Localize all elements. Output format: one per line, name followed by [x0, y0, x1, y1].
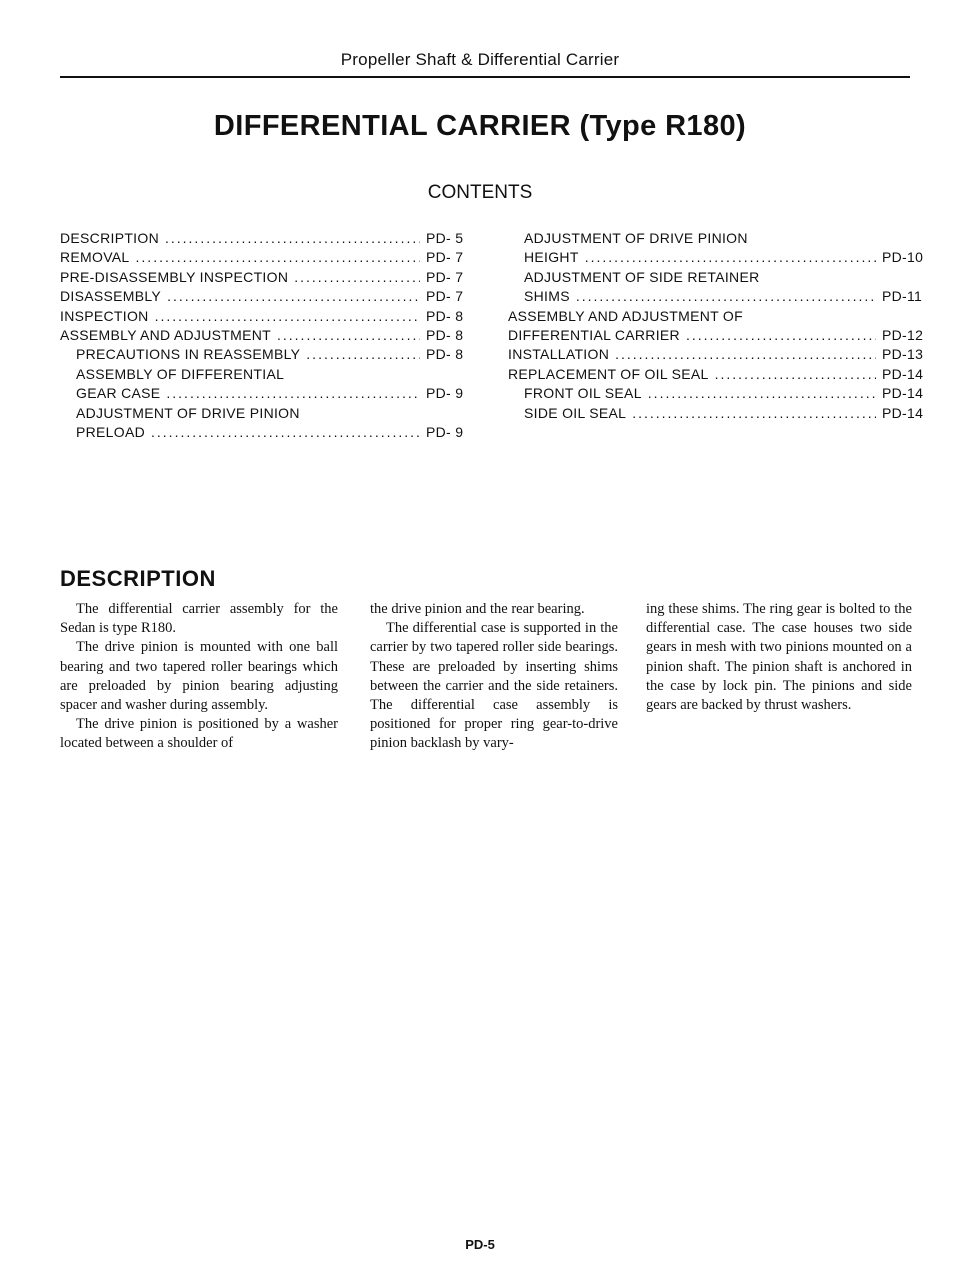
contents-entry-page: PD- 8	[426, 307, 464, 324]
paragraph: The drive pinion is mounted with one ball bearing and two tapered roller bearings which are preloaded by pinion bearing adjusting spacer and washer during assembly.	[60, 639, 338, 714]
dot-leader	[306, 345, 420, 364]
contents-entry	[60, 365, 460, 384]
contents-entry	[60, 307, 464, 326]
contents-entry-page: PD- 9	[426, 423, 464, 440]
contents-entry-page: PD-14	[882, 365, 924, 382]
paragraph: The differential case is supported in the carrier by two tapered roller side bearings. These are preloaded by inserting shims between the carrier and the side retainers. The differential case assembly is positioned for proper ring gear-to-drive pinion backlash by vary-	[370, 620, 618, 752]
dot-leader	[166, 384, 420, 403]
contents-entry	[508, 307, 920, 326]
contents-entry-label: INSPECTION	[60, 307, 149, 324]
contents-entry-label: SHIMS	[524, 288, 570, 305]
contents-entry-page: PD- 7	[426, 249, 464, 266]
contents-entry	[508, 268, 920, 287]
contents-entry-page: PD- 8	[426, 346, 464, 363]
contents-entry	[60, 268, 464, 287]
paragraph: the drive pinion and the rear bearing.	[370, 601, 585, 617]
document-title: DIFFERENTIAL CARRIER (Type R180)	[213, 110, 747, 142]
contents-entry-label: INSTALLATION	[508, 346, 610, 363]
contents-entry	[60, 404, 460, 423]
description-column-2	[370, 600, 618, 754]
running-header: Propeller Shaft & Differential Carrier	[340, 50, 620, 69]
contents-entry-page: PD- 7	[426, 268, 464, 285]
contents-entry-label: FRONT OIL SEAL	[524, 385, 642, 402]
contents-entry	[508, 365, 924, 384]
contents-entry-label: ADJUSTMENT OF SIDE RETAINER	[524, 268, 760, 285]
page-number: PD-5	[465, 1237, 495, 1252]
dot-leader	[136, 248, 420, 267]
dot-leader	[165, 229, 420, 248]
contents-entry	[60, 423, 464, 442]
dot-leader	[294, 268, 420, 287]
dot-leader	[585, 248, 876, 267]
dot-leader	[277, 326, 420, 345]
dot-leader	[648, 384, 876, 403]
dot-leader	[155, 307, 420, 326]
contents-entry	[508, 345, 924, 364]
contents-heading: CONTENTS	[427, 182, 533, 203]
dot-leader	[632, 404, 876, 423]
dot-leader	[151, 423, 420, 442]
contents-entry-label: DISASSEMBLY	[60, 288, 162, 305]
contents-entry-label: HEIGHT	[524, 249, 579, 266]
contents-entry-page: PD- 7	[426, 288, 464, 305]
header-rule	[60, 76, 910, 78]
dot-leader	[615, 345, 876, 364]
paragraph: The drive pinion is positioned by a washer located between a shoulder of	[60, 716, 338, 752]
contents-entry-label: DIFFERENTIAL CARRIER	[508, 326, 680, 343]
contents-entry-page: PD- 5	[426, 230, 464, 246]
contents-entry-page: PD-14	[882, 404, 924, 421]
contents-entry-label: ADJUSTMENT OF DRIVE PINION	[76, 404, 300, 421]
contents-entry	[508, 229, 920, 248]
description-column-3	[646, 600, 912, 715]
contents-entry	[60, 345, 464, 364]
contents-entry-label: PRELOAD	[76, 423, 146, 440]
paragraph: The differential carrier assembly for the Sedan is type R180.	[60, 601, 338, 637]
contents-entry-label: SIDE OIL SEAL	[524, 404, 627, 421]
contents-entry	[508, 384, 924, 403]
dot-leader	[715, 365, 876, 384]
contents-entry-page: PD-13	[882, 346, 924, 363]
paragraph: ing these shims. The ring gear is bolted to the differential case. The case houses two side gears in mesh with two pinions mounted on a pinion shaft. The pinion shaft is anchored in the case by lock pin. The pinions and side gears are backed by thrust washers.	[646, 601, 912, 714]
contents-entry	[508, 404, 924, 423]
contents-right-column	[508, 229, 924, 423]
contents-entry-page: PD-11	[882, 288, 923, 305]
contents-left-column	[60, 229, 464, 442]
contents-entry-label: DESCRIPTION	[60, 230, 159, 246]
contents-entry	[60, 287, 464, 306]
contents-entry-label: PRECAUTIONS IN REASSEMBLY	[76, 346, 301, 363]
contents-entry	[60, 229, 464, 248]
contents-entry-page: PD-10	[882, 249, 924, 266]
contents-entry	[60, 384, 464, 403]
contents-entry-label: PRE-DISASSEMBLY INSPECTION	[60, 268, 289, 285]
contents-entry-label: REMOVAL	[60, 249, 130, 266]
description-column-1	[60, 600, 338, 754]
contents-entry	[60, 326, 464, 345]
dot-leader	[686, 326, 876, 345]
description-heading: DESCRIPTION	[60, 566, 216, 591]
contents-entry-label: ASSEMBLY OF DIFFERENTIAL	[76, 365, 285, 382]
dot-leader	[167, 287, 420, 306]
contents-entry-page: PD-12	[882, 326, 924, 343]
contents-entry	[60, 248, 464, 267]
contents-entry-page: PD- 8	[426, 326, 464, 343]
contents-entry-page: PD-14	[882, 385, 924, 402]
contents-entry	[508, 287, 923, 306]
contents-entry	[508, 248, 924, 267]
contents-entry-label: REPLACEMENT OF OIL SEAL	[508, 365, 709, 382]
contents-entry-label: ADJUSTMENT OF DRIVE PINION	[524, 230, 748, 246]
contents-entry	[508, 326, 924, 345]
dot-leader	[576, 287, 876, 306]
contents-entry-page: PD- 9	[426, 385, 464, 402]
contents-entry-label: ASSEMBLY AND ADJUSTMENT	[60, 326, 271, 343]
contents-entry-label: ASSEMBLY AND ADJUSTMENT OF	[508, 307, 743, 324]
contents-entry-label: GEAR CASE	[76, 385, 161, 402]
